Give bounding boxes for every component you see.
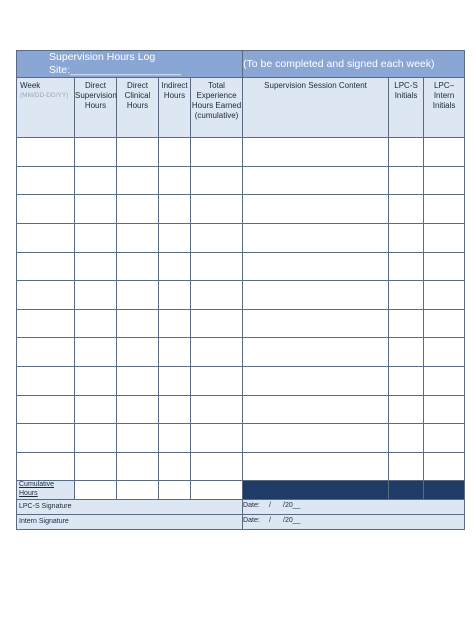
entry-cell[interactable] bbox=[389, 252, 424, 281]
shaded-cell bbox=[424, 481, 465, 500]
entry-cell[interactable] bbox=[191, 338, 243, 367]
entry-cell[interactable] bbox=[17, 166, 75, 195]
entry-cell[interactable] bbox=[243, 367, 389, 396]
entry-cell[interactable] bbox=[159, 395, 191, 424]
entry-cell[interactable] bbox=[389, 395, 424, 424]
entry-cell[interactable] bbox=[424, 338, 465, 367]
entry-cell[interactable] bbox=[159, 424, 191, 453]
entry-cell[interactable] bbox=[389, 367, 424, 396]
entry-cell[interactable] bbox=[243, 195, 389, 224]
entry-cell[interactable] bbox=[75, 338, 117, 367]
supervision-log-sheet bbox=[16, 50, 464, 530]
entry-cell[interactable] bbox=[17, 224, 75, 253]
entry-cell[interactable] bbox=[389, 424, 424, 453]
table-row bbox=[17, 424, 465, 453]
entry-cell[interactable] bbox=[389, 195, 424, 224]
header-line: (cumulative) bbox=[194, 111, 239, 121]
date-slash: / bbox=[269, 501, 271, 509]
total-hours-header bbox=[191, 78, 243, 138]
entry-cell[interactable] bbox=[117, 424, 159, 453]
entry-cell[interactable] bbox=[75, 281, 117, 310]
header-line: Direct bbox=[127, 81, 148, 91]
entry-cell[interactable] bbox=[159, 166, 191, 195]
entry-cell[interactable] bbox=[159, 338, 191, 367]
week-label: Week bbox=[20, 81, 41, 91]
entry-cell[interactable] bbox=[191, 138, 243, 167]
cumulative-cell[interactable] bbox=[191, 481, 243, 500]
entry-cell[interactable] bbox=[17, 309, 75, 338]
table-row bbox=[17, 452, 465, 481]
entry-cell[interactable] bbox=[117, 338, 159, 367]
entry-cell[interactable] bbox=[191, 224, 243, 253]
header-line: Clinical bbox=[124, 91, 151, 101]
shaded-cell bbox=[243, 481, 389, 500]
entry-cell[interactable] bbox=[191, 424, 243, 453]
entry-cell[interactable] bbox=[159, 367, 191, 396]
entry-rows bbox=[17, 138, 465, 481]
entry-cell[interactable] bbox=[243, 224, 389, 253]
header-line: Hours bbox=[163, 91, 186, 101]
entry-cell[interactable] bbox=[424, 424, 465, 453]
entry-cell[interactable] bbox=[75, 195, 117, 224]
entry-cell[interactable] bbox=[159, 252, 191, 281]
entry-cell[interactable] bbox=[243, 309, 389, 338]
entry-cell[interactable] bbox=[243, 338, 389, 367]
entry-cell[interactable] bbox=[191, 195, 243, 224]
table-row bbox=[17, 395, 465, 424]
entry-cell[interactable] bbox=[75, 252, 117, 281]
intern-initials-header bbox=[424, 78, 465, 138]
lpcs-signature-date[interactable] bbox=[243, 499, 465, 514]
entry-cell[interactable] bbox=[191, 252, 243, 281]
title-row bbox=[17, 51, 465, 78]
entry-cell[interactable] bbox=[389, 166, 424, 195]
entry-cell[interactable] bbox=[424, 395, 465, 424]
entry-cell[interactable] bbox=[424, 166, 465, 195]
header-line: Hours bbox=[126, 101, 149, 111]
entry-cell[interactable] bbox=[117, 309, 159, 338]
entry-cell[interactable] bbox=[243, 252, 389, 281]
entry-cell[interactable] bbox=[389, 281, 424, 310]
entry-cell[interactable] bbox=[17, 338, 75, 367]
header-line: Experience bbox=[196, 91, 237, 101]
entry-cell[interactable] bbox=[243, 166, 389, 195]
log-title: Supervision Hours Log Site:___________________ bbox=[17, 51, 243, 78]
cumulative-label: Cumulative Hours bbox=[17, 481, 75, 500]
entry-cell[interactable] bbox=[389, 338, 424, 367]
shaded-cell bbox=[389, 481, 424, 500]
entry-cell[interactable] bbox=[389, 452, 424, 481]
entry-cell[interactable] bbox=[17, 138, 75, 167]
header-line: Supervision bbox=[75, 91, 117, 101]
entry-cell[interactable] bbox=[75, 166, 117, 195]
entry-cell[interactable] bbox=[389, 309, 424, 338]
header-line: LPC-S bbox=[394, 81, 418, 91]
entry-cell[interactable] bbox=[17, 367, 75, 396]
entry-cell[interactable] bbox=[75, 395, 117, 424]
entry-cell[interactable] bbox=[117, 224, 159, 253]
table-row bbox=[17, 224, 465, 253]
entry-cell[interactable] bbox=[191, 166, 243, 195]
date-slash: / bbox=[269, 516, 271, 524]
entry-cell[interactable] bbox=[75, 224, 117, 253]
log-instruction: (To be completed and signed each week) bbox=[243, 51, 465, 78]
intern-signature-row bbox=[17, 514, 465, 529]
table-row bbox=[17, 166, 465, 195]
lpcs-signature-row bbox=[17, 499, 465, 514]
entry-cell[interactable] bbox=[17, 452, 75, 481]
entry-cell[interactable] bbox=[243, 395, 389, 424]
entry-cell[interactable] bbox=[17, 424, 75, 453]
supervision-log-table bbox=[16, 50, 465, 530]
entry-cell[interactable] bbox=[243, 138, 389, 167]
entry-cell[interactable] bbox=[191, 452, 243, 481]
entry-cell[interactable] bbox=[424, 195, 465, 224]
header-line: Supervision Session Content bbox=[264, 81, 367, 91]
entry-cell[interactable] bbox=[117, 166, 159, 195]
session-content-header bbox=[243, 78, 389, 138]
entry-cell[interactable] bbox=[424, 367, 465, 396]
cumulative-cell[interactable] bbox=[159, 481, 191, 500]
entry-cell[interactable] bbox=[75, 424, 117, 453]
entry-cell[interactable] bbox=[117, 395, 159, 424]
header-line: Direct bbox=[85, 81, 106, 91]
entry-cell[interactable] bbox=[75, 309, 117, 338]
header-line: Initials bbox=[394, 91, 418, 101]
cumulative-cell[interactable] bbox=[75, 481, 117, 500]
entry-cell[interactable] bbox=[159, 281, 191, 310]
table-row bbox=[17, 338, 465, 367]
table-row bbox=[17, 367, 465, 396]
date-year: /20__ bbox=[283, 516, 301, 524]
entry-cell[interactable] bbox=[191, 395, 243, 424]
direct-clinical-header bbox=[117, 78, 159, 138]
entry-cell[interactable] bbox=[191, 367, 243, 396]
entry-cell[interactable] bbox=[75, 367, 117, 396]
header-line: Indirect bbox=[161, 81, 188, 91]
entry-cell[interactable] bbox=[17, 195, 75, 224]
entry-cell[interactable] bbox=[243, 452, 389, 481]
date-label: Date: bbox=[243, 516, 260, 524]
cumulative-row bbox=[17, 481, 465, 500]
entry-cell[interactable] bbox=[389, 224, 424, 253]
date-label: Date: bbox=[243, 501, 260, 509]
header-line: Initials bbox=[432, 101, 456, 111]
intern-signature-date[interactable] bbox=[243, 514, 465, 529]
header-row bbox=[17, 78, 465, 138]
entry-cell[interactable] bbox=[159, 195, 191, 224]
entry-cell[interactable] bbox=[117, 195, 159, 224]
entry-cell[interactable] bbox=[424, 224, 465, 253]
entry-cell[interactable] bbox=[159, 452, 191, 481]
week-format-hint: (MM/DD-DD/YY) bbox=[20, 92, 69, 100]
date-year: /20__ bbox=[283, 501, 301, 509]
entry-cell[interactable] bbox=[424, 281, 465, 310]
entry-cell[interactable] bbox=[117, 281, 159, 310]
entry-cell[interactable] bbox=[75, 138, 117, 167]
header-line: Total bbox=[208, 81, 225, 91]
intern-signature-label[interactable]: Intern Signature bbox=[17, 514, 243, 529]
entry-cell[interactable] bbox=[117, 252, 159, 281]
table-row bbox=[17, 195, 465, 224]
entry-cell[interactable] bbox=[243, 281, 389, 310]
entry-cell[interactable] bbox=[389, 138, 424, 167]
table-row bbox=[17, 309, 465, 338]
entry-cell[interactable] bbox=[117, 138, 159, 167]
entry-cell[interactable] bbox=[424, 452, 465, 481]
entry-cell[interactable] bbox=[17, 281, 75, 310]
entry-cell[interactable] bbox=[424, 138, 465, 167]
table-row bbox=[17, 138, 465, 167]
entry-cell[interactable] bbox=[159, 224, 191, 253]
entry-cell[interactable] bbox=[191, 281, 243, 310]
lpcs-initials-header bbox=[389, 78, 424, 138]
table-row bbox=[17, 281, 465, 310]
cumulative-cell[interactable] bbox=[117, 481, 159, 500]
entry-cell[interactable] bbox=[191, 309, 243, 338]
table-row bbox=[17, 252, 465, 281]
entry-cell[interactable] bbox=[117, 452, 159, 481]
lpcs-signature-label[interactable]: LPC-S Signature bbox=[17, 499, 243, 514]
entry-cell[interactable] bbox=[424, 252, 465, 281]
entry-cell[interactable] bbox=[17, 252, 75, 281]
entry-cell[interactable] bbox=[75, 452, 117, 481]
week-header bbox=[17, 78, 75, 138]
entry-cell[interactable] bbox=[159, 309, 191, 338]
header-line: Hours Earned bbox=[191, 101, 242, 111]
header-line: LPC–Intern bbox=[433, 81, 455, 101]
indirect-header bbox=[159, 78, 191, 138]
entry-cell[interactable] bbox=[17, 395, 75, 424]
header-line: Hours bbox=[84, 101, 107, 111]
direct-supervision-header bbox=[75, 78, 117, 138]
entry-cell[interactable] bbox=[243, 424, 389, 453]
entry-cell[interactable] bbox=[117, 367, 159, 396]
entry-cell[interactable] bbox=[424, 309, 465, 338]
entry-cell[interactable] bbox=[159, 138, 191, 167]
